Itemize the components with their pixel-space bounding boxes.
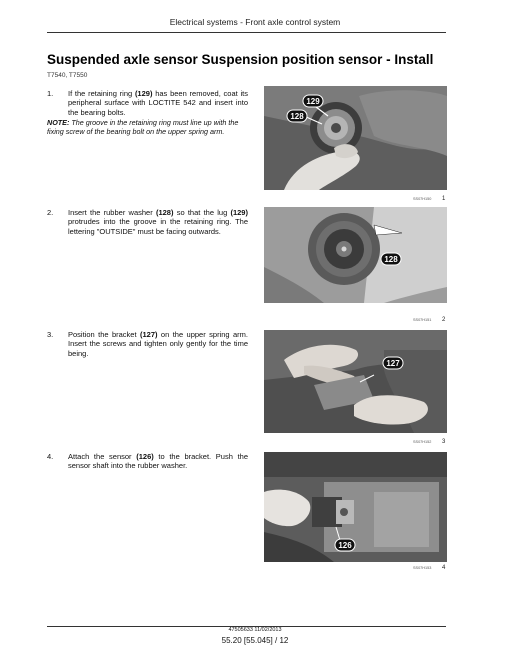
step-number: 2.: [47, 208, 54, 217]
figure-number: 4: [442, 565, 446, 571]
rubber-washer-photo: [264, 207, 447, 303]
figure-photo: [264, 330, 447, 433]
bearing-retaining-ring-photo: [264, 86, 447, 190]
figure-photo: [264, 207, 447, 303]
svg-text:128: 128: [290, 112, 304, 121]
figure-photo: [264, 86, 447, 190]
step-number: 3.: [47, 330, 54, 339]
header-rule: [47, 32, 446, 33]
callout-badge: [382, 356, 404, 370]
part-reference: (128): [155, 208, 174, 217]
step-text: Position the bracket (127) on the upper spring arm. Insert the screws and tighten only gently for the time being.: [68, 330, 248, 358]
figure-number: 1: [442, 196, 446, 202]
figure-code: SS07H152: [413, 440, 432, 444]
figure-code: SS07H150: [413, 197, 432, 201]
part-reference: (129): [230, 208, 248, 217]
svg-text:128: 128: [384, 255, 398, 264]
step-text: Attach the sensor (126) to the bracket. Push the sensor shaft into the rubber washer.: [68, 452, 248, 471]
svg-text:127: 127: [386, 359, 400, 368]
figure-code: SS07H153: [413, 566, 432, 570]
running-header: Electrical systems - Front axle control system: [169, 17, 341, 27]
footer-page-ref: 55.20 [55.045] / 12: [221, 636, 289, 645]
note-block: NOTE: The groove in the retaining ring must line up with the fixing screw of the bearing bolt on the upper spring arm.: [47, 118, 239, 136]
figure-number: 2: [442, 317, 446, 323]
callout-badge: [286, 109, 308, 123]
part-reference: (127): [139, 330, 158, 339]
figure-number: 3: [442, 439, 446, 445]
step-number: 4.: [47, 452, 54, 461]
svg-text:129: 129: [306, 97, 320, 106]
model-applicability: T7540, T7550: [47, 72, 88, 79]
footer-doc-ref: 47505633 11/02/2013: [228, 627, 282, 633]
bracket-install-photo: [264, 330, 447, 433]
note-label: NOTE:: [47, 118, 70, 127]
callout-badge: [380, 252, 402, 266]
part-reference: (126): [136, 452, 154, 461]
step-text: If the retaining ring (129) has been removed, coat its peripheral surface with LOCTITE 542 and insert into the bearing bolts.: [68, 89, 248, 117]
callout-badge: [334, 538, 356, 552]
part-reference: (129): [134, 89, 153, 98]
callout-badge: [302, 94, 324, 108]
svg-text:126: 126: [338, 541, 352, 550]
step-text: Insert the rubber washer (128) so that the lug (129) protrudes into the groove in the retaining ring. The lettering "OUTSIDE" must be facing outwards.: [68, 208, 248, 236]
figure-code: SS07H151: [413, 318, 432, 322]
page-title: Suspended axle sensor Suspension position sensor - Install: [47, 52, 434, 67]
step-number: 1.: [47, 89, 54, 98]
